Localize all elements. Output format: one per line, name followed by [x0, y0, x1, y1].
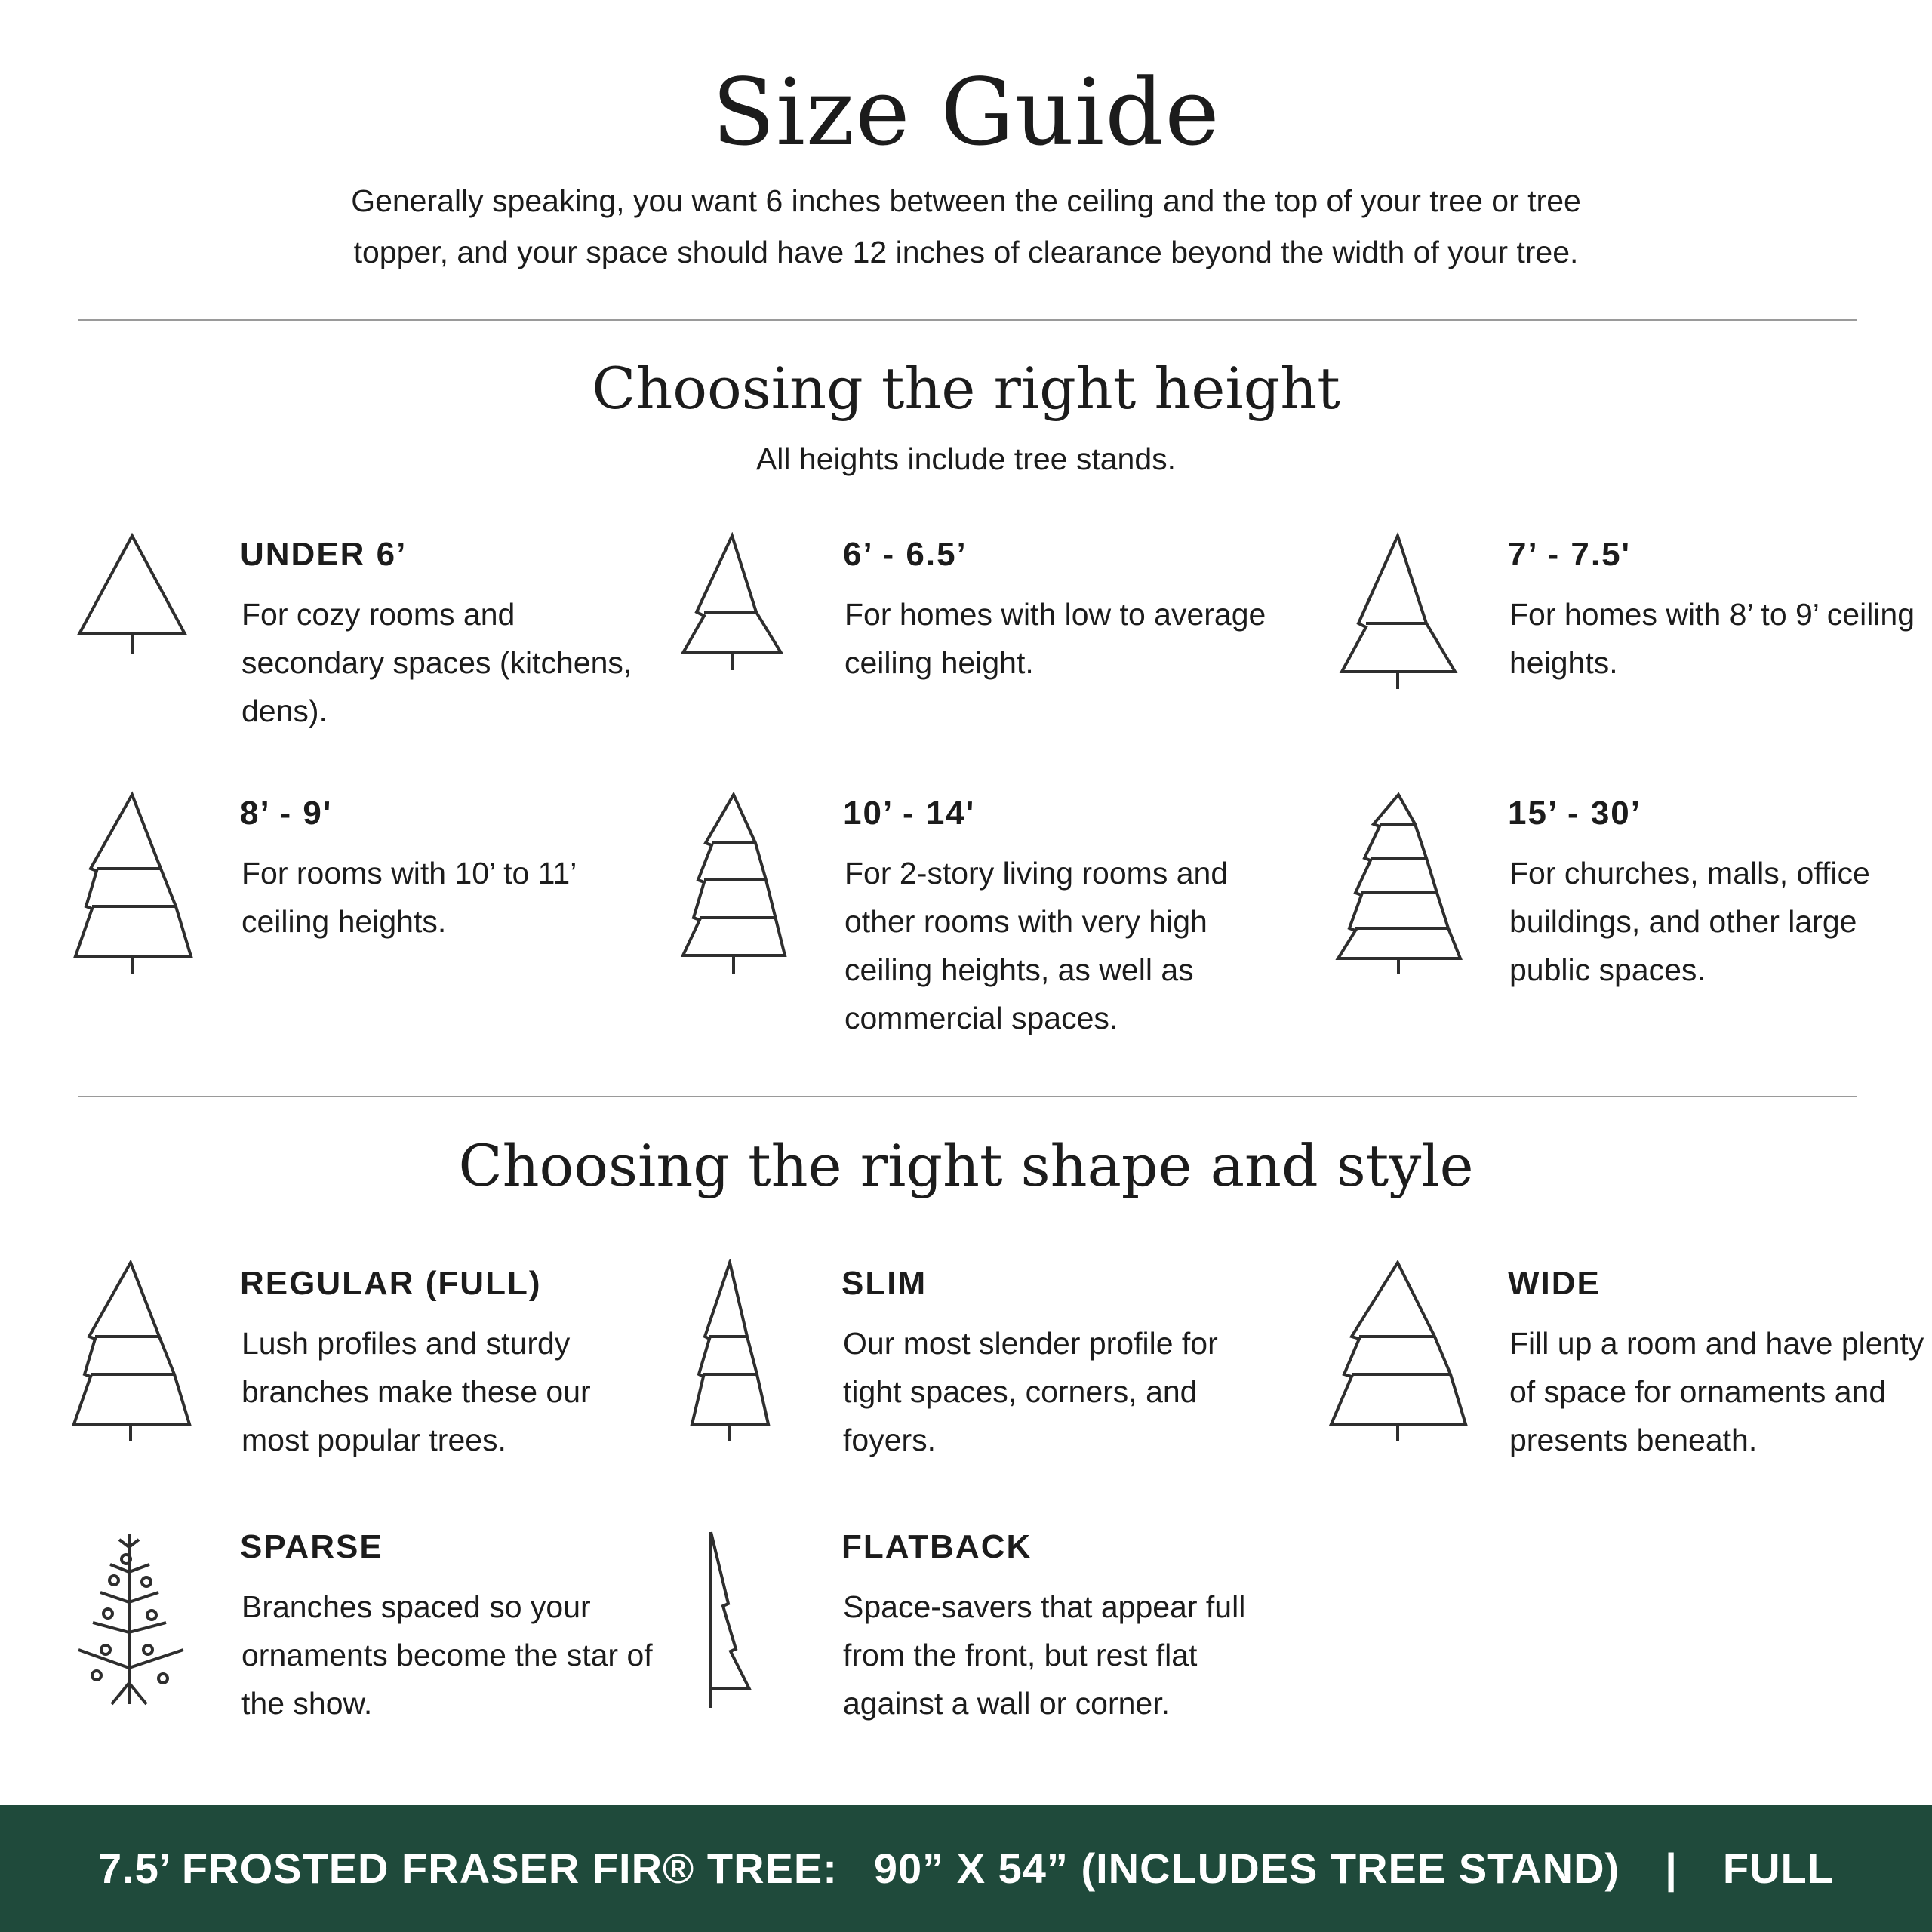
tree-1-tier-icon [75, 532, 189, 657]
tree-5-tier-icon [1334, 791, 1463, 976]
intro-line-1: Generally speaking, you want 6 inches between the ceiling and the top of your tree or tree [351, 183, 1581, 218]
height-description: For rooms with 10’ to 11’ ceiling heights. [242, 856, 576, 939]
divider-top [78, 319, 1857, 321]
intro-line-2: topper, and your space should have 12 inches of clearance beyond the width of your tree. [353, 235, 1579, 269]
height-label: 10’ - 14' [843, 795, 976, 832]
tree-2-tier-icon [675, 532, 789, 672]
shape-section-title: Choosing the right shape and style [458, 1132, 1474, 1199]
product-name: 7.5’ FROSTED FRASER FIR® TREE: [98, 1844, 838, 1892]
height-section-subtitle: All heights include tree stands. [755, 441, 1177, 476]
intro-text [0, 175, 1932, 278]
height-description: For churches, malls, office buildings, and other large public spaces. [1509, 856, 1870, 987]
height-description: For 2-story living rooms and other rooms with very high ceiling heights, as well as commercial spaces. [844, 856, 1229, 1035]
height-label: UNDER 6’ [240, 536, 408, 573]
height-label: 15’ - 30’ [1508, 795, 1642, 832]
product-shape: FULL [1722, 1844, 1834, 1892]
banner-separator: | [1665, 1844, 1678, 1892]
shape-label: FLATBACK [841, 1528, 1032, 1565]
page-title: Size Guide [712, 59, 1220, 166]
shape-label: SPARSE [240, 1528, 383, 1565]
shape-label: REGULAR (FULL) [240, 1265, 542, 1302]
height-label: 7’ - 7.5' [1508, 536, 1631, 573]
product-dimensions: 90” X 54” (INCLUDES TREE STAND) [873, 1844, 1620, 1892]
regular-tree-icon [70, 1259, 195, 1444]
tree-4-tier-icon [679, 791, 789, 976]
shape-label: SLIM [841, 1265, 928, 1302]
height-description: For cozy rooms and secondary spaces (kitchens, dens). [242, 597, 632, 728]
shape-label: WIDE [1508, 1265, 1601, 1302]
height-description: For homes with low to average ceiling height. [844, 597, 1266, 680]
sparse-tree-icon [74, 1531, 187, 1708]
tree-2-tier-tall-icon [1336, 532, 1460, 691]
divider-middle [78, 1096, 1857, 1097]
shape-description: Branches spaced so your ornaments become the star of the show. [242, 1589, 653, 1721]
wide-tree-icon [1328, 1259, 1468, 1444]
product-banner [0, 1805, 1932, 1932]
shape-description: Fill up a room and have plenty of space for ornaments and presents beneath. [1509, 1326, 1924, 1457]
slim-tree-icon [687, 1259, 774, 1444]
height-section-title: Choosing the right height [592, 355, 1340, 422]
height-label: 8’ - 9' [240, 795, 333, 832]
tree-3-tier-icon [72, 791, 196, 976]
flatback-tree-icon [702, 1528, 755, 1709]
shape-description: Lush profiles and sturdy branches make these our most popular trees. [242, 1326, 591, 1457]
shape-description: Our most slender profile for tight spaces, corners, and foyers. [843, 1326, 1218, 1457]
height-description: For homes with 8’ to 9’ ceiling heights. [1509, 597, 1915, 680]
shape-description: Space-savers that appear full from the front, but rest flat against a wall or corner. [843, 1589, 1246, 1721]
height-label: 6’ - 6.5’ [843, 536, 968, 573]
